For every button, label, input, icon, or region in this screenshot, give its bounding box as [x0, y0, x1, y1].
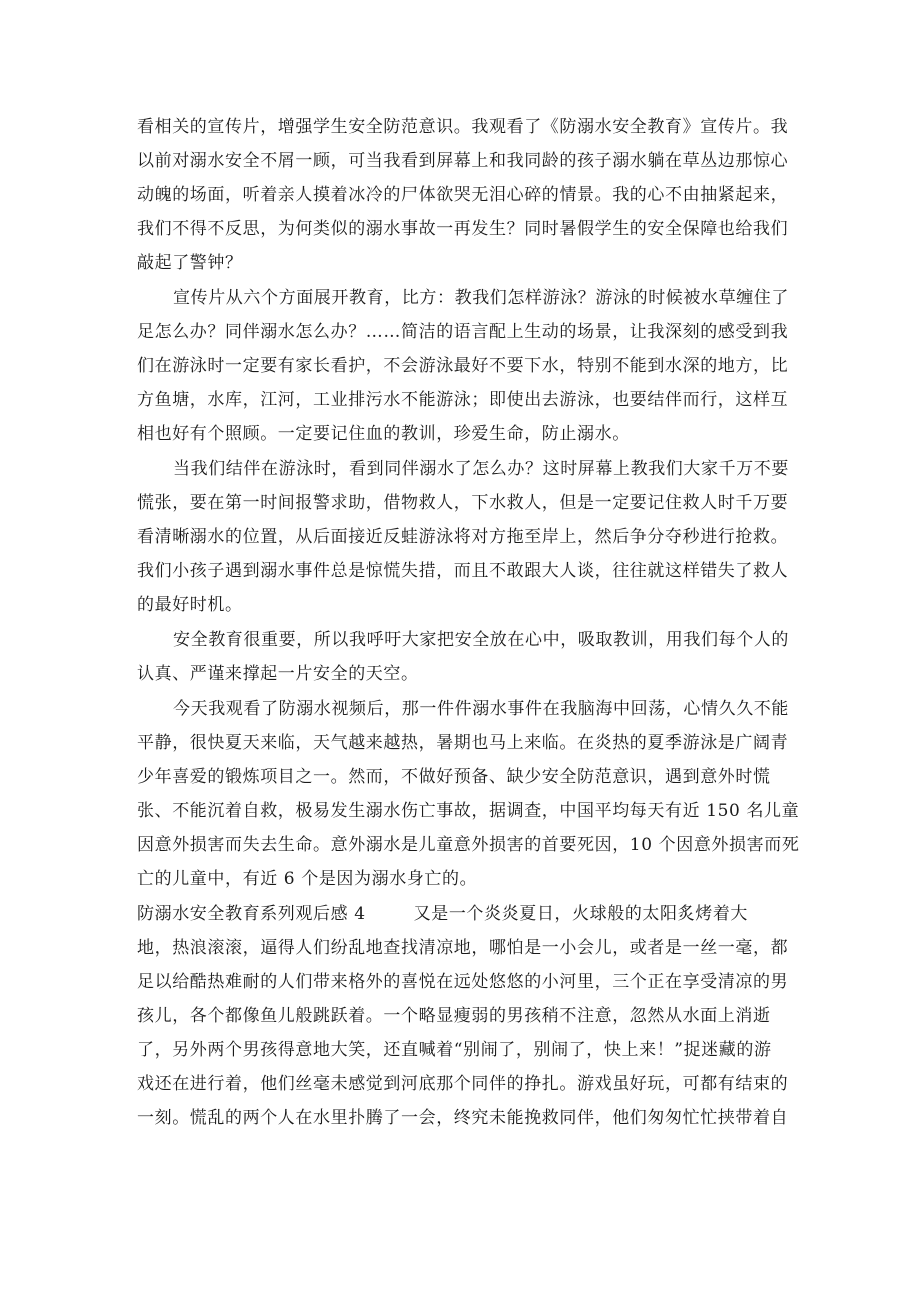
section-heading-line	[137, 904, 748, 924]
text-line: 看清晰溺水的位置，从后面接近反蛙游泳将对方拖至岸上，然后争分夺秒进行抢救。	[137, 527, 789, 547]
text-line: 足怎么办？同伴溺水怎么办？……简洁的语言配上生动的场景，让我深刻的感受到我	[137, 322, 789, 342]
text-line: 动魄的场面，听着亲人摸着冰冷的尸体欲哭无泪心碎的情景。我的心不由抽紧起来，	[137, 185, 789, 205]
text-line: 我们小孩子遇到溺水事件总是惊慌失措，而且不敢跟大人谈，往往就这样错失了救人	[137, 561, 789, 581]
text-line: 足以给酷热难耐的人们带来格外的喜悦在远处悠悠的小河里，三个正在享受清凉的男	[137, 972, 789, 992]
text-line: 慌张，要在第一时间报警求助，借物救人，下水救人，但是一定要记住救人时千万要	[137, 493, 789, 513]
text-line: 相也好有个照顾。一定要记住血的教训，珍爱生命，防止溺水。	[137, 424, 630, 444]
text-line: 因意外损害而失去生命。意外溺水是儿童意外损害的首要死因，10 个因意外损害而死	[137, 835, 800, 855]
text-line: 当我们结伴在游泳时，看到同伴溺水了怎么办？这时屏幕上教我们大家千万不要	[173, 459, 789, 479]
text-line: 亡的儿童中，有近 6 个是因为溺水身亡的。	[137, 869, 478, 889]
text-line: 地，热浪滚滚，逼得人们纷乱地查找清凉地，哪怕是一小会儿，或者是一丝一毫，都	[137, 938, 789, 958]
text-line: 敲起了警钟？	[137, 253, 243, 273]
text-line: 张、不能沉着自救，极易发生溺水伤亡事故，据调查，中国平均每天有近 150 名儿童	[137, 801, 800, 821]
text-line: 一刻。慌乱的两个人在水里扑腾了一会，终究未能挽救同伴，他们匆匆忙忙挟带着自	[137, 1108, 789, 1128]
text-line: 了，另外两个男孩得意地大笑，还直喊着“别闹了，别闹了，快上来！”捉迷藏的游	[137, 1040, 772, 1060]
text-line: 的最好时机。	[137, 595, 243, 615]
text-line: 安全教育很重要，所以我呼吁大家把安全放在心中，吸取教训，用我们每个人的	[173, 630, 789, 650]
section-heading: 防溺水安全教育系列观后感 4	[137, 904, 366, 924]
text-line: 孩儿，各个都像鱼儿般跳跃着。一个略显瘦弱的男孩稍不注意，忽然从水面上消逝	[137, 1006, 771, 1026]
text-line: 看相关的宣传片，增强学生安全防范意识。我观看了《防溺水安全教育》宣传片。我	[137, 117, 789, 137]
text-line: 们在游泳时一定要有家长看护，不会游泳最好不要下水，特别不能到水深的地方，比	[137, 356, 789, 376]
text-line: 认真、严谨来撑起一片安全的天空。	[137, 664, 419, 684]
text-line: 以前对溺水安全不屑一顾，可当我看到屏幕上和我同龄的孩子溺水躺在草丛边那惊心	[137, 151, 789, 171]
text-line: 平静，很快夏天来临，天气越来越热，暑期也马上来临。在炎热的夏季游泳是广阔青	[137, 733, 789, 753]
text-line: 方鱼塘，水库，江河，工业排污水不能游泳；即使出去游泳，也要结伴而行，这样互	[137, 390, 789, 410]
text-line: 少年喜爱的锻炼项目之一。然而，不做好预备、缺少安全防范意识，遇到意外时慌	[137, 767, 771, 787]
text-line: 今天我观看了防溺水视频后，那一件件溺水事件在我脑海中回荡，心情久久不能	[173, 699, 789, 719]
paragraph-start: 又是一个炎炎夏日，火球般的太阳炙烤着大	[413, 904, 749, 924]
text-line: 宣传片从六个方面展开教育，比方：教我们怎样游泳？游泳的时候被水草缠住了	[173, 288, 789, 308]
text-line: 戏还在进行着，他们丝毫未感觉到河底那个同伴的挣扎。游戏虽好玩，可都有结束的	[137, 1074, 789, 1094]
text-line: 我们不得不反思，为何类似的溺水事故一再发生？同时暑假学生的安全保障也给我们	[137, 219, 789, 239]
